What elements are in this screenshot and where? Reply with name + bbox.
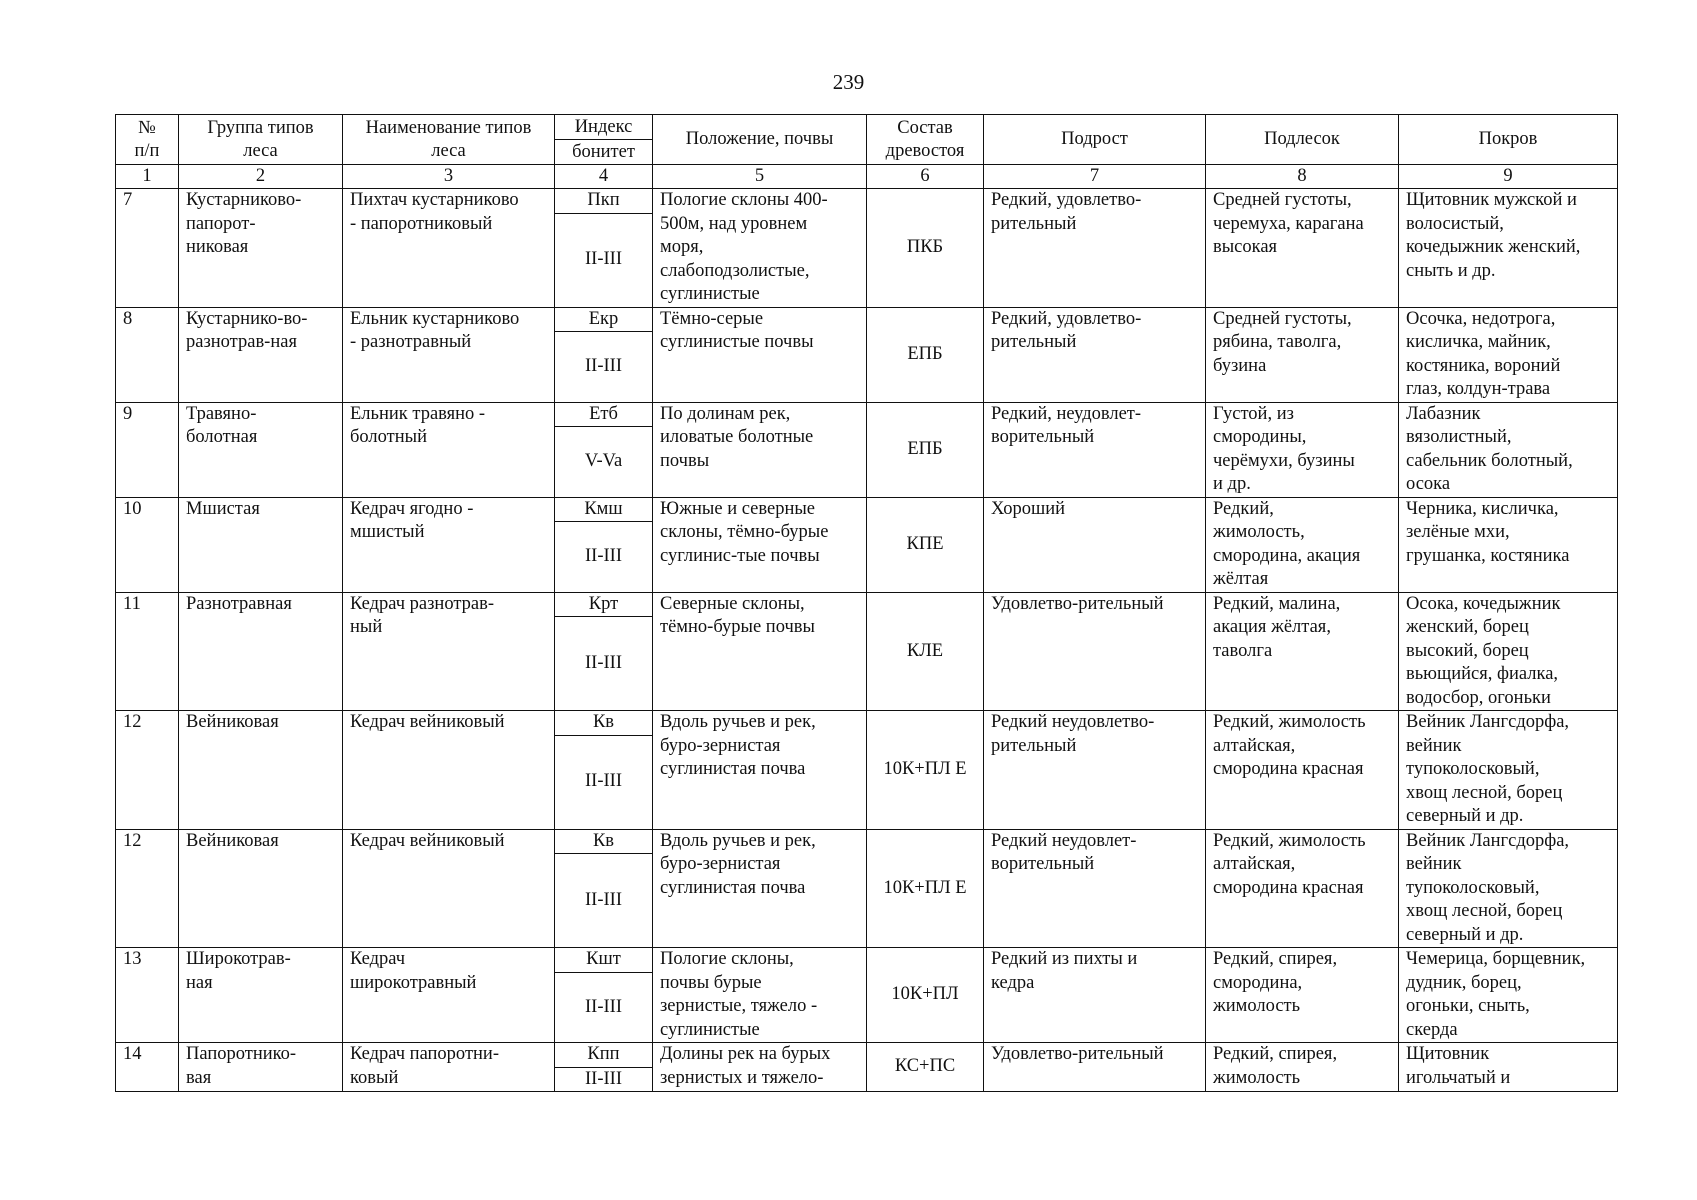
forest-type-name: Кедрач ягодно - мшистый [343, 497, 555, 592]
bonitet: II-III [555, 735, 653, 829]
column-number: 5 [653, 165, 867, 189]
position-soils: Вдоль ручьев и рек, буро-зернистая суглинистая почва [653, 711, 867, 830]
header-index: Индекс [555, 115, 653, 140]
position-soils: Вдоль ручьев и рек, буро-зернистая суглинистая почва [653, 829, 867, 948]
header-position: Положение, почвы [653, 115, 867, 165]
header-row [116, 115, 1618, 140]
stand-composition: КПЕ [867, 497, 984, 592]
forest-index: Кв [555, 829, 653, 854]
forest-index: Екр [555, 307, 653, 332]
header-underbrush: Подлесок [1206, 115, 1399, 165]
header-name: Наименование типов леса [343, 115, 555, 165]
undergrowth: Редкий из пихты и кедра [984, 948, 1206, 1043]
row-number: 10 [116, 497, 179, 592]
page-number: 239 [832, 70, 865, 94]
row-number: 13 [116, 948, 179, 1043]
forest-index: Крт [555, 592, 653, 617]
bonitet: II-III [555, 854, 653, 948]
header-cover: Покров [1399, 115, 1618, 165]
forest-group: Кустарниково- папорот- никовая [179, 189, 343, 308]
ground-cover: Осочка, недотрога, кисличка, майник, костяника, вороний глаз, колдун-трава [1399, 307, 1618, 402]
forest-type-name: Кедрач вейниковый [343, 829, 555, 948]
table-row [116, 189, 1618, 214]
header-composition: Состав древостоя [867, 115, 984, 165]
underbrush: Редкий, жимолость алтайская, смородина красная [1206, 829, 1399, 948]
forest-type-name: Ельник кустарниково - разнотравный [343, 307, 555, 402]
bonitet: II-III [555, 522, 653, 592]
column-number-row [116, 165, 1618, 189]
ground-cover: Осока, кочедыжник женский, борец высокий, борец вьющийся, фиалка, водосбор, огоньки [1399, 592, 1618, 711]
column-number: 4 [555, 165, 653, 189]
bonitet: II-III [555, 332, 653, 402]
position-soils: Пологие склоны 400- 500м, над уровнем моря, слабоподзолистые, суглинистые [653, 189, 867, 308]
ground-cover: Черника, кисличка, зелёные мхи, грушанка, костяника [1399, 497, 1618, 592]
undergrowth: Редкий неудовлетво- рительный [984, 711, 1206, 830]
ground-cover: Лабазник вязолистный, сабельник болотный, осока [1399, 402, 1618, 497]
undergrowth: Редкий, неудовлет- ворительный [984, 402, 1206, 497]
forest-group: Кустарнико-во- разнотрав-ная [179, 307, 343, 402]
underbrush: Густой, из смородины, черёмухи, бузины и др. [1206, 402, 1399, 497]
stand-composition: 10К+ПЛ Е [867, 829, 984, 948]
column-number: 9 [1399, 165, 1618, 189]
row-number: 12 [116, 829, 179, 948]
forest-index: Пкп [555, 189, 653, 214]
column-number: 8 [1206, 165, 1399, 189]
forest-type-name: Кедрач широкотравный [343, 948, 555, 1043]
column-number: 3 [343, 165, 555, 189]
bonitet: II-III [555, 1067, 653, 1092]
stand-composition: 10К+ПЛ Е [867, 711, 984, 830]
position-soils: Южные и северные склоны, тёмно-бурые суглинис-тые почвы [653, 497, 867, 592]
stand-composition: 10К+ПЛ [867, 948, 984, 1043]
forest-group: Мшистая [179, 497, 343, 592]
header-undergrowth: Подрост [984, 115, 1206, 165]
forest-index: Кв [555, 711, 653, 736]
header-bonitet: бонитет [555, 140, 653, 165]
table-row [116, 948, 1618, 973]
forest-group: Разнотравная [179, 592, 343, 711]
forest-index: Кмш [555, 497, 653, 522]
stand-composition: ЕПБ [867, 307, 984, 402]
header-group: Группа типов леса [179, 115, 343, 165]
underbrush: Редкий, спирея, жимолость [1206, 1043, 1399, 1092]
bonitet: II-III [555, 213, 653, 307]
forest-group: Широкотрав- ная [179, 948, 343, 1043]
row-number: 7 [116, 189, 179, 308]
table-row [116, 1043, 1618, 1068]
undergrowth: Удовлетво-рительный [984, 1043, 1206, 1092]
underbrush: Редкий, жимолость алтайская, смородина красная [1206, 711, 1399, 830]
undergrowth: Редкий, удовлетво- рительный [984, 189, 1206, 308]
underbrush: Редкий, жимолость, смородина, акация жёлтая [1206, 497, 1399, 592]
table-row [116, 402, 1618, 427]
forest-type-name: Ельник травяно - болотный [343, 402, 555, 497]
row-number: 9 [116, 402, 179, 497]
stand-composition: ПКБ [867, 189, 984, 308]
forest-group: Вейниковая [179, 711, 343, 830]
position-soils: Северные склоны, тёмно-бурые почвы [653, 592, 867, 711]
stand-composition: КЛЕ [867, 592, 984, 711]
forest-type-name: Кедрач папоротни- ковый [343, 1043, 555, 1092]
column-number: 6 [867, 165, 984, 189]
forest-group: Папоротнико- вая [179, 1043, 343, 1092]
table-row [116, 592, 1618, 617]
column-number: 2 [179, 165, 343, 189]
ground-cover: Вейник Лангсдорфа, вейник тупоколосковый, хвощ лесной, борец северный и др. [1399, 829, 1618, 948]
row-number: 12 [116, 711, 179, 830]
position-soils: Пологие склоны, почвы бурые зернистые, тяжело - суглинистые [653, 948, 867, 1043]
stand-composition: ЕПБ [867, 402, 984, 497]
forest-index: Етб [555, 402, 653, 427]
position-soils: Долины рек на бурых зернистых и тяжело- [653, 1043, 867, 1092]
underbrush: Редкий, спирея, смородина, жимолость [1206, 948, 1399, 1043]
forest-types-table [115, 114, 1618, 1092]
position-soils: Тёмно-серые суглинистые почвы [653, 307, 867, 402]
forest-group: Вейниковая [179, 829, 343, 948]
table-row [116, 497, 1618, 522]
row-number: 14 [116, 1043, 179, 1092]
column-number: 7 [984, 165, 1206, 189]
table-row [116, 307, 1618, 332]
header-number: № п/п [116, 115, 179, 165]
undergrowth: Удовлетво-рительный [984, 592, 1206, 711]
row-number: 8 [116, 307, 179, 402]
row-number: 11 [116, 592, 179, 711]
bonitet: V-Va [555, 427, 653, 497]
bonitet: II-III [555, 617, 653, 711]
underbrush: Средней густоты, рябина, таволга, бузина [1206, 307, 1399, 402]
underbrush: Редкий, малина, акация жёлтая, таволга [1206, 592, 1399, 711]
forest-type-name: Кедрач разнотрав- ный [343, 592, 555, 711]
position-soils: По долинам рек, иловатые болотные почвы [653, 402, 867, 497]
forest-type-name: Кедрач вейниковый [343, 711, 555, 830]
stand-composition: КС+ПС [867, 1043, 984, 1092]
ground-cover: Чемерица, борщевник, дудник, борец, огоньки, сныть, скерда [1399, 948, 1618, 1043]
table-row [116, 829, 1618, 854]
forest-group: Травяно- болотная [179, 402, 343, 497]
underbrush: Средней густоты, черемуха, карагана высокая [1206, 189, 1399, 308]
ground-cover: Щитовник игольчатый и [1399, 1043, 1618, 1092]
ground-cover: Вейник Лангсдорфа, вейник тупоколосковый, хвощ лесной, борец северный и др. [1399, 711, 1618, 830]
forest-index: Кшт [555, 948, 653, 973]
forest-type-name: Пихтач кустарниково - папоротниковый [343, 189, 555, 308]
undergrowth: Редкий неудовлет- ворительный [984, 829, 1206, 948]
forest-index: Кпп [555, 1043, 653, 1068]
column-number: 1 [116, 165, 179, 189]
bonitet: II-III [555, 972, 653, 1042]
undergrowth: Хороший [984, 497, 1206, 592]
ground-cover: Щитовник мужской и волосистый, кочедыжник женский, сныть и др. [1399, 189, 1618, 308]
table-row [116, 711, 1618, 736]
undergrowth: Редкий, удовлетво- рительный [984, 307, 1206, 402]
